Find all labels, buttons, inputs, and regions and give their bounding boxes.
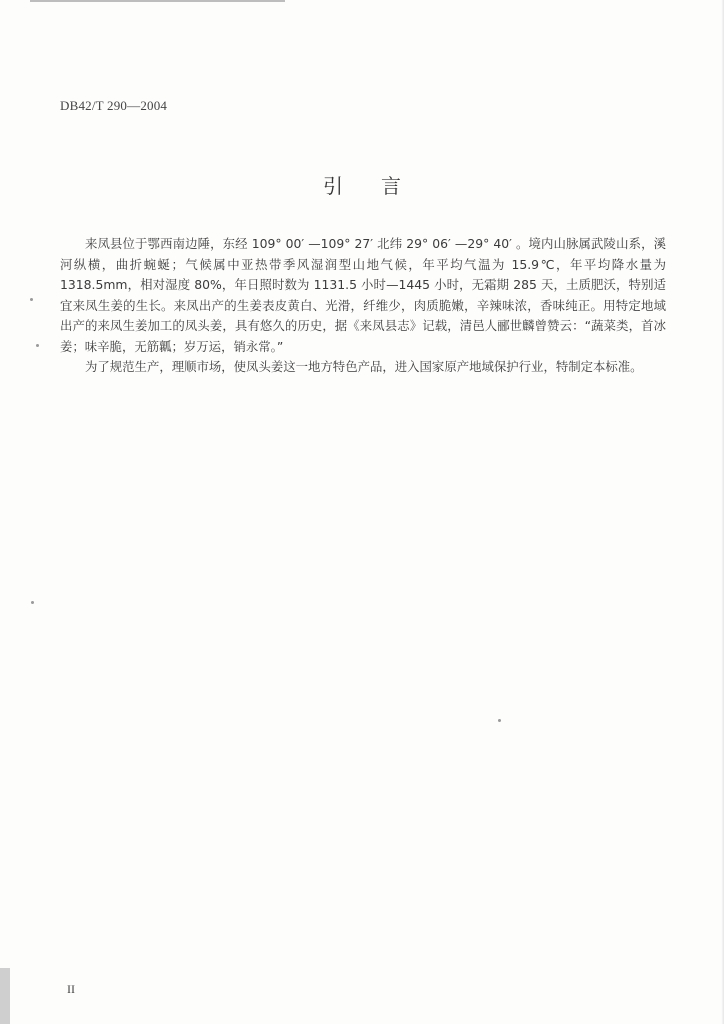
paragraph: 为了规范生产，理顺市场，使凤头姜这一地方特色产品，进入国家原产地域保护行业，特制定本标准。: [85, 359, 643, 374]
section-title: 引言: [323, 174, 439, 198]
page-number: II: [67, 982, 75, 996]
scan-speck: [36, 344, 39, 347]
introduction-body: [60, 234, 666, 378]
scan-speck: [31, 601, 34, 604]
scan-speck: [30, 298, 33, 301]
scan-edge-line: [30, 0, 285, 2]
scan-edge-mark: [0, 968, 10, 1024]
paragraph: 来凤县位于鄂西南边陲，东经 109° 00′ —109° 27′ 北纬 29° 06′ —29° 40′ 。境内山脉属武陵山系，溪河纵横，曲折蜿蜒；气候属中亚热带季风湿润型山地气候，年平均气温为 15.9℃，年平均降水量为 1318.5mm，相对湿度 80%，年日照时数为 1131.5 小时—1445 小时，无霜期 285 天，土质肥沃，特别适宜来凤生姜的生长。来凤出产的生姜表皮黄白、光滑，纤维少，肉质脆嫩，辛辣味浓，香味纯正。用特定地域出产的来凤生姜加工的凤头姜，具有悠久的历史，据《来凤县志》记载，清邑人郦世麟曾赞云：“蔬菜类，首冰姜；味辛脆，无筋瓤；岁万运，销永常。”: [60, 236, 666, 354]
scan-speck: [498, 719, 501, 722]
document-code: DB42/T 290—2004: [60, 98, 168, 113]
